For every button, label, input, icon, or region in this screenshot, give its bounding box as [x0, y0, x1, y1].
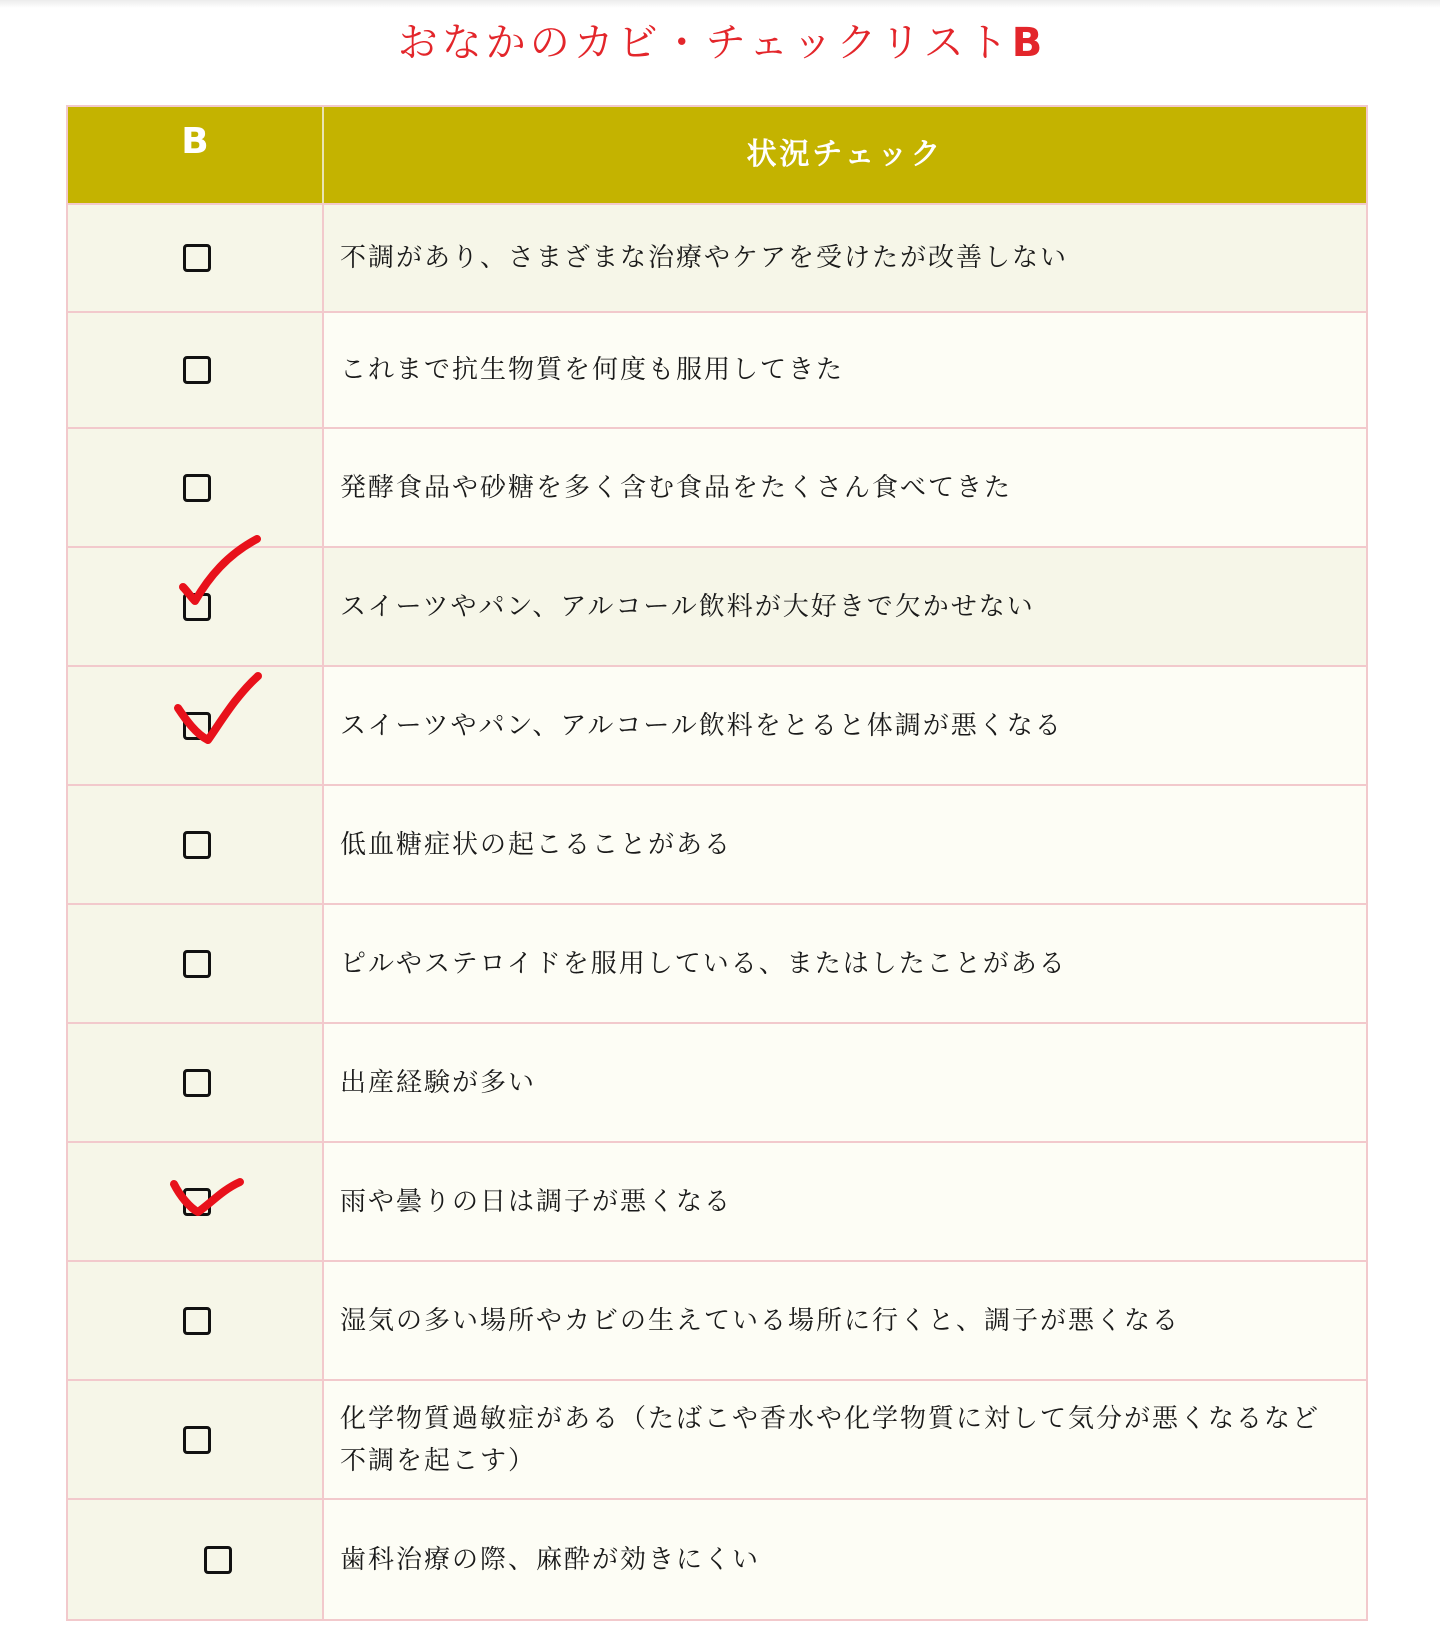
check-cell: [68, 1262, 324, 1379]
table-row: [68, 1500, 1366, 1619]
check-cell: [68, 905, 324, 1022]
check-cell: [68, 548, 324, 665]
page-title-suffix: B: [1011, 20, 1043, 66]
checkbox[interactable]: [183, 712, 211, 740]
checkbox[interactable]: [183, 593, 211, 621]
table-row: [68, 548, 1366, 667]
row-text: ピルやステロイドを服用している、またはしたことがある: [324, 905, 1366, 1022]
table-row: [68, 205, 1366, 313]
check-cell: [68, 667, 324, 784]
check-cell: [68, 313, 324, 427]
row-text: スイーツやパン、アルコール飲料をとると体調が悪くなる: [324, 667, 1366, 784]
checkbox[interactable]: [183, 1188, 211, 1216]
table-header-row: [68, 107, 1366, 205]
check-cell: [68, 1381, 324, 1498]
header-col-b: B: [68, 107, 324, 203]
row-text: 歯科治療の際、麻酔が効きにくい: [324, 1500, 1366, 1619]
table-row: [68, 1143, 1366, 1262]
row-text: これまで抗生物質を何度も服用してきた: [324, 313, 1366, 427]
row-text: 湿気の多い場所やカビの生えている場所に行くと、調子が悪くなる: [324, 1262, 1366, 1379]
check-cell: [68, 1500, 324, 1619]
check-cell: [68, 1024, 324, 1141]
checkbox[interactable]: [183, 244, 211, 272]
checkbox[interactable]: [183, 1069, 211, 1097]
check-cell: [68, 205, 324, 311]
table-row: [68, 786, 1366, 905]
check-cell: [68, 786, 324, 903]
table-row: [68, 905, 1366, 1024]
row-text: 発酵食品や砂糖を多く含む食品をたくさん食べてきた: [324, 429, 1366, 546]
row-text: スイーツやパン、アルコール飲料が大好きで欠かせない: [324, 548, 1366, 665]
checklist-table: [66, 105, 1368, 1621]
checkbox[interactable]: [183, 1426, 211, 1454]
row-text: 出産経験が多い: [324, 1024, 1366, 1141]
row-text: 不調があり、さまざまな治療やケアを受けたが改善しない: [324, 205, 1366, 311]
checkbox[interactable]: [204, 1546, 232, 1574]
top-shade: [0, 0, 1440, 8]
table-row: [68, 1381, 1366, 1500]
table-row: [68, 1262, 1366, 1381]
page-title: [0, 8, 1440, 78]
page-title-text: おなかのカビ・チェックリスト: [397, 20, 1012, 66]
row-text: 化学物質過敏症がある（たばこや香水や化学物質に対して気分が悪くなるなど不調を起こす）: [324, 1381, 1366, 1498]
header-col-status-check: 状況チェック: [324, 107, 1366, 203]
checkbox[interactable]: [183, 474, 211, 502]
checkbox[interactable]: [183, 1307, 211, 1335]
row-text: 雨や曇りの日は調子が悪くなる: [324, 1143, 1366, 1260]
table-row: [68, 667, 1366, 786]
check-cell: [68, 429, 324, 546]
checkbox[interactable]: [183, 950, 211, 978]
table-row: [68, 313, 1366, 429]
check-cell: [68, 1143, 324, 1260]
table-row: [68, 1024, 1366, 1143]
checkbox[interactable]: [183, 356, 211, 384]
table-row: [68, 429, 1366, 548]
checkbox[interactable]: [183, 831, 211, 859]
row-text: 低血糖症状の起こることがある: [324, 786, 1366, 903]
